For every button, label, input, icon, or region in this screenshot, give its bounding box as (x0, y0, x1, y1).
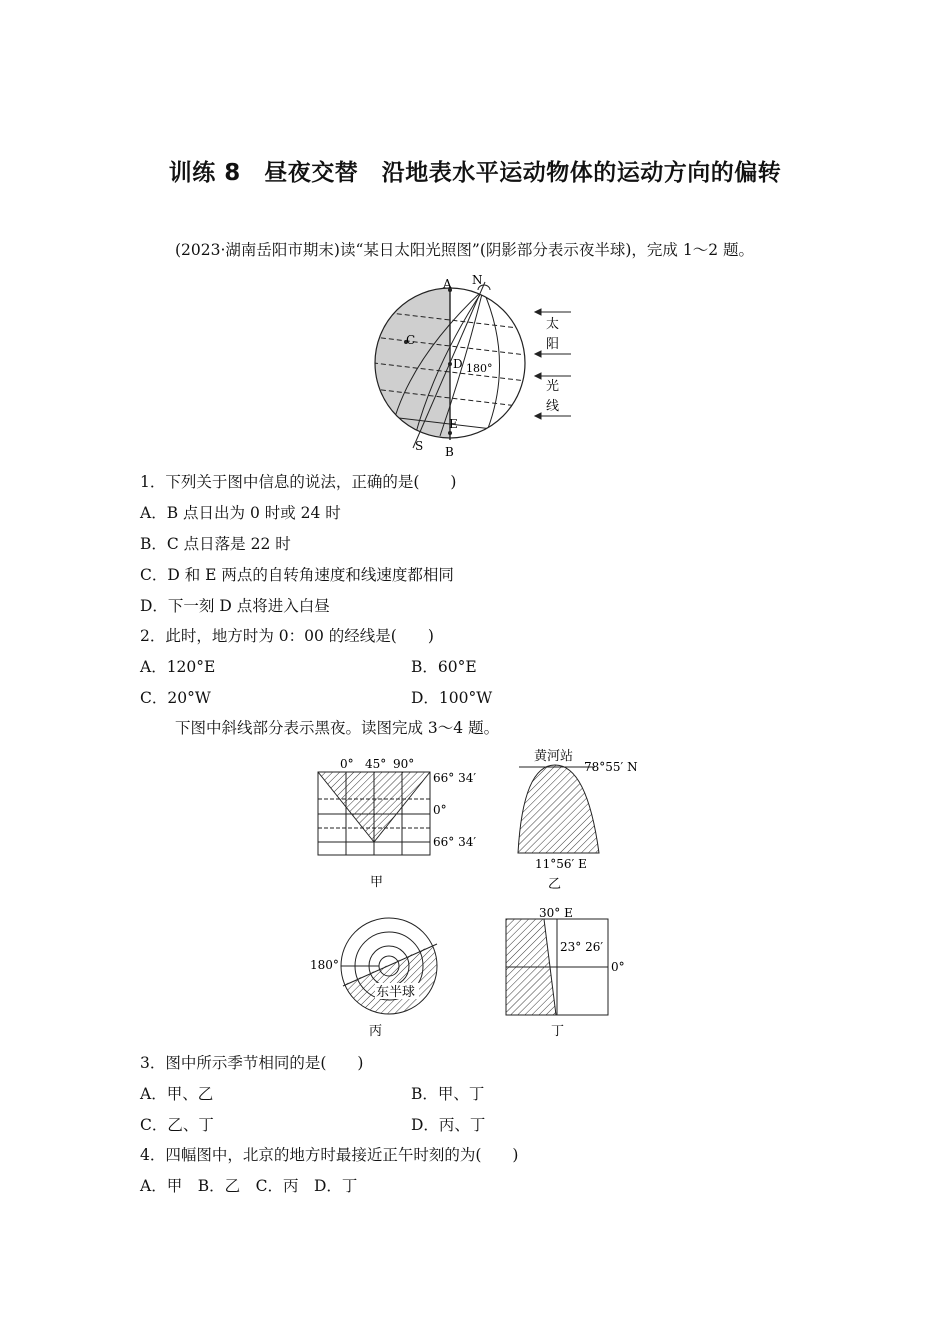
sun-char-1: 太 (546, 317, 560, 332)
label-S: S (415, 439, 424, 453)
figure-yi (505, 745, 655, 893)
yi-lat: 78°55′ N (584, 760, 638, 774)
q1-option-a: A．B 点日出为 0 时或 24 时 (140, 504, 341, 522)
page-title: 训练 8 昼夜交替 沿地表水平运动物体的运动方向的偏转 (168, 160, 782, 186)
q1-stem: 1．下列关于图中信息的说法，正确的是( ) (140, 473, 457, 491)
q1-option-d: D．下一刻 D 点将进入白昼 (140, 597, 330, 615)
sun-char-2: 阳 (546, 337, 560, 352)
yi-caption: 乙 (548, 877, 562, 892)
q3-stem: 3．图中所示季节相同的是( ) (140, 1054, 364, 1072)
q1-option-b: B．C 点日落是 22 时 (140, 535, 291, 553)
figure-ding (500, 905, 640, 1040)
jia-right-1: 66° 34′ (433, 771, 477, 785)
jia-top-90: 90° (393, 757, 415, 771)
label-180: 180° (466, 362, 493, 375)
ding-caption: 丁 (551, 1024, 565, 1039)
q3-option-d: D．丙、丁 (411, 1116, 486, 1134)
yi-station: 黄河站 (534, 749, 574, 764)
q2-stem: 2．此时，地方时为 0：00 的经线是( ) (140, 627, 434, 645)
q2-option-d: D．100°W (411, 689, 493, 707)
jia-top-45: 45° (365, 757, 387, 771)
label-B: B (445, 445, 454, 459)
q1-option-c: C．D 和 E 两点的自转角速度和线速度都相同 (140, 566, 454, 584)
bing-left: 180° (310, 958, 339, 972)
label-D: D (453, 357, 463, 371)
label-N: N (472, 273, 483, 287)
label-C: C (406, 333, 416, 347)
label-A: A (443, 277, 452, 291)
jia-right-2: 0° (433, 803, 447, 817)
label-E: E (449, 417, 458, 431)
sunlight-diagram (365, 268, 585, 460)
q2-option-b: B．60°E (411, 658, 477, 676)
ding-right: 0° (611, 960, 625, 974)
q4-stem: 4．四幅图中，北京的地方时最接近正午时刻的为( ) (140, 1146, 519, 1164)
figure-bing (305, 905, 455, 1040)
figure-jia (310, 752, 490, 894)
q2-option-a: A．120°E (140, 658, 216, 676)
intro-q3-4: 下图中斜线部分表示黑夜。读图完成 3～4 题。 (175, 719, 500, 737)
sun-char-3: 光 (546, 379, 560, 394)
sun-char-4: 线 (546, 399, 560, 414)
q2-option-c: C．20°W (140, 689, 211, 707)
q4-options: A．甲 B．乙 C．丙 D．丁 (140, 1177, 358, 1195)
jia-right-3: 66° 34′ (433, 835, 477, 849)
jia-caption: 甲 (370, 875, 384, 890)
jia-top-0: 0° (340, 757, 354, 771)
q3-option-b: B．甲、丁 (411, 1085, 485, 1103)
q3-option-c: C．乙、丁 (140, 1116, 214, 1134)
ding-top: 30° E (539, 906, 573, 920)
q3-option-a: A．甲、乙 (140, 1085, 214, 1103)
bing-caption: 丙 (369, 1024, 383, 1039)
bing-hemisphere: 东半球 (376, 985, 416, 1000)
intro-q1-2: (2023·湖南岳阳市期末)读“某日太阳光照图”(阴影部分表示夜半球)，完成 1～2 题。 (175, 241, 754, 259)
ding-angle: 23° 26′ (560, 940, 604, 954)
yi-lon: 11°56′ E (535, 857, 587, 871)
